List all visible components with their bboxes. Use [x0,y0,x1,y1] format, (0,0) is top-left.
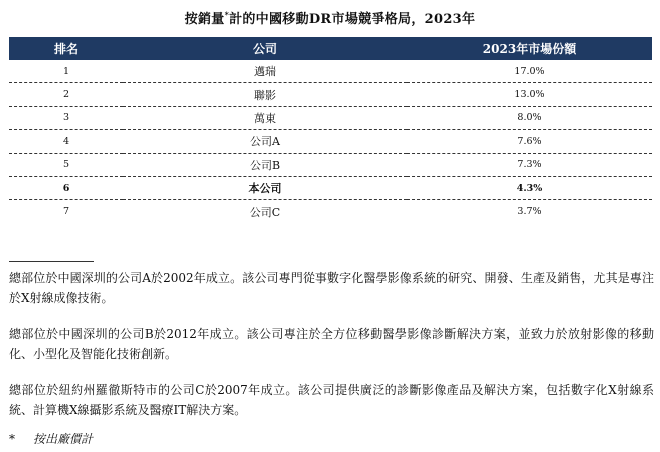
table-row [9,200,652,223]
share-cell: 13.0% [407,83,652,106]
table-title [0,8,660,27]
table-row [9,130,652,153]
rank-cell: 1 [9,60,123,83]
table-row [9,106,652,129]
rank-cell: 7 [62,206,70,218]
company-cell: 公司B [123,153,407,176]
header-rank: 排名 [9,37,123,60]
share-cell: 7.3% [407,153,652,176]
rank-cell: 2 [9,83,123,106]
table-row [9,83,652,106]
note-company-b: 總部位於中國深圳的公司B於2012年成立。該公司專注於全方位移動醫學影像診斷解決方案，並致力於放射影像的移動化、小型化及智能化技術創新。 [9,327,654,361]
share-cell: 17.0% [407,60,652,83]
note-company-a: 總部位於中國深圳的公司A於2002年成立。該公司專門從事數字化醫學影像系統的研究、開發、生產及銷售，尤其是專注於X射線成像技術。 [9,271,654,305]
company-cell: 本公司 [123,176,407,199]
table-row-highlighted [9,176,652,199]
company-cell: 萬東 [123,106,407,129]
footnote [9,430,93,447]
title-suffix: 計的中國移動DR市場競爭格局，2023年 [229,12,476,27]
rank-cell: 6 [9,176,123,199]
rank-cell: 3 [9,106,123,129]
rank-cell: 4 [9,130,123,153]
footnote-text: 按出廠價計 [33,432,94,446]
company-cell: 公司A [123,130,407,153]
share-cell: 8.0% [407,106,652,129]
table-header-row [9,37,652,60]
table-row [9,60,652,83]
share-cell: 7.6% [407,130,652,153]
notes-divider [9,261,94,262]
company-cell: 聯影 [123,83,407,106]
company-cell: 公司C [249,205,281,219]
footnote-marker: * [9,432,15,446]
rank-cell: 5 [9,153,123,176]
note-company-c: 總部位於紐約州羅徹斯特市的公司C於2007年成立。該公司提供廣泛的診斷影像產品及解決方案，包括數字化X射線系統、計算機X線攝影系統及醫療IT解決方案。 [9,383,654,417]
header-company: 公司 [123,37,407,60]
share-cell: 4.3% [407,176,652,199]
share-cell: 3.7% [517,206,542,218]
title-prefix: 按銷量 [184,12,225,27]
title-footnote-marker: * [224,9,230,20]
market-share-table [9,37,652,223]
table-row [9,153,652,176]
header-share: 2023年市場份額 [407,37,652,60]
company-cell: 邁瑞 [123,60,407,83]
